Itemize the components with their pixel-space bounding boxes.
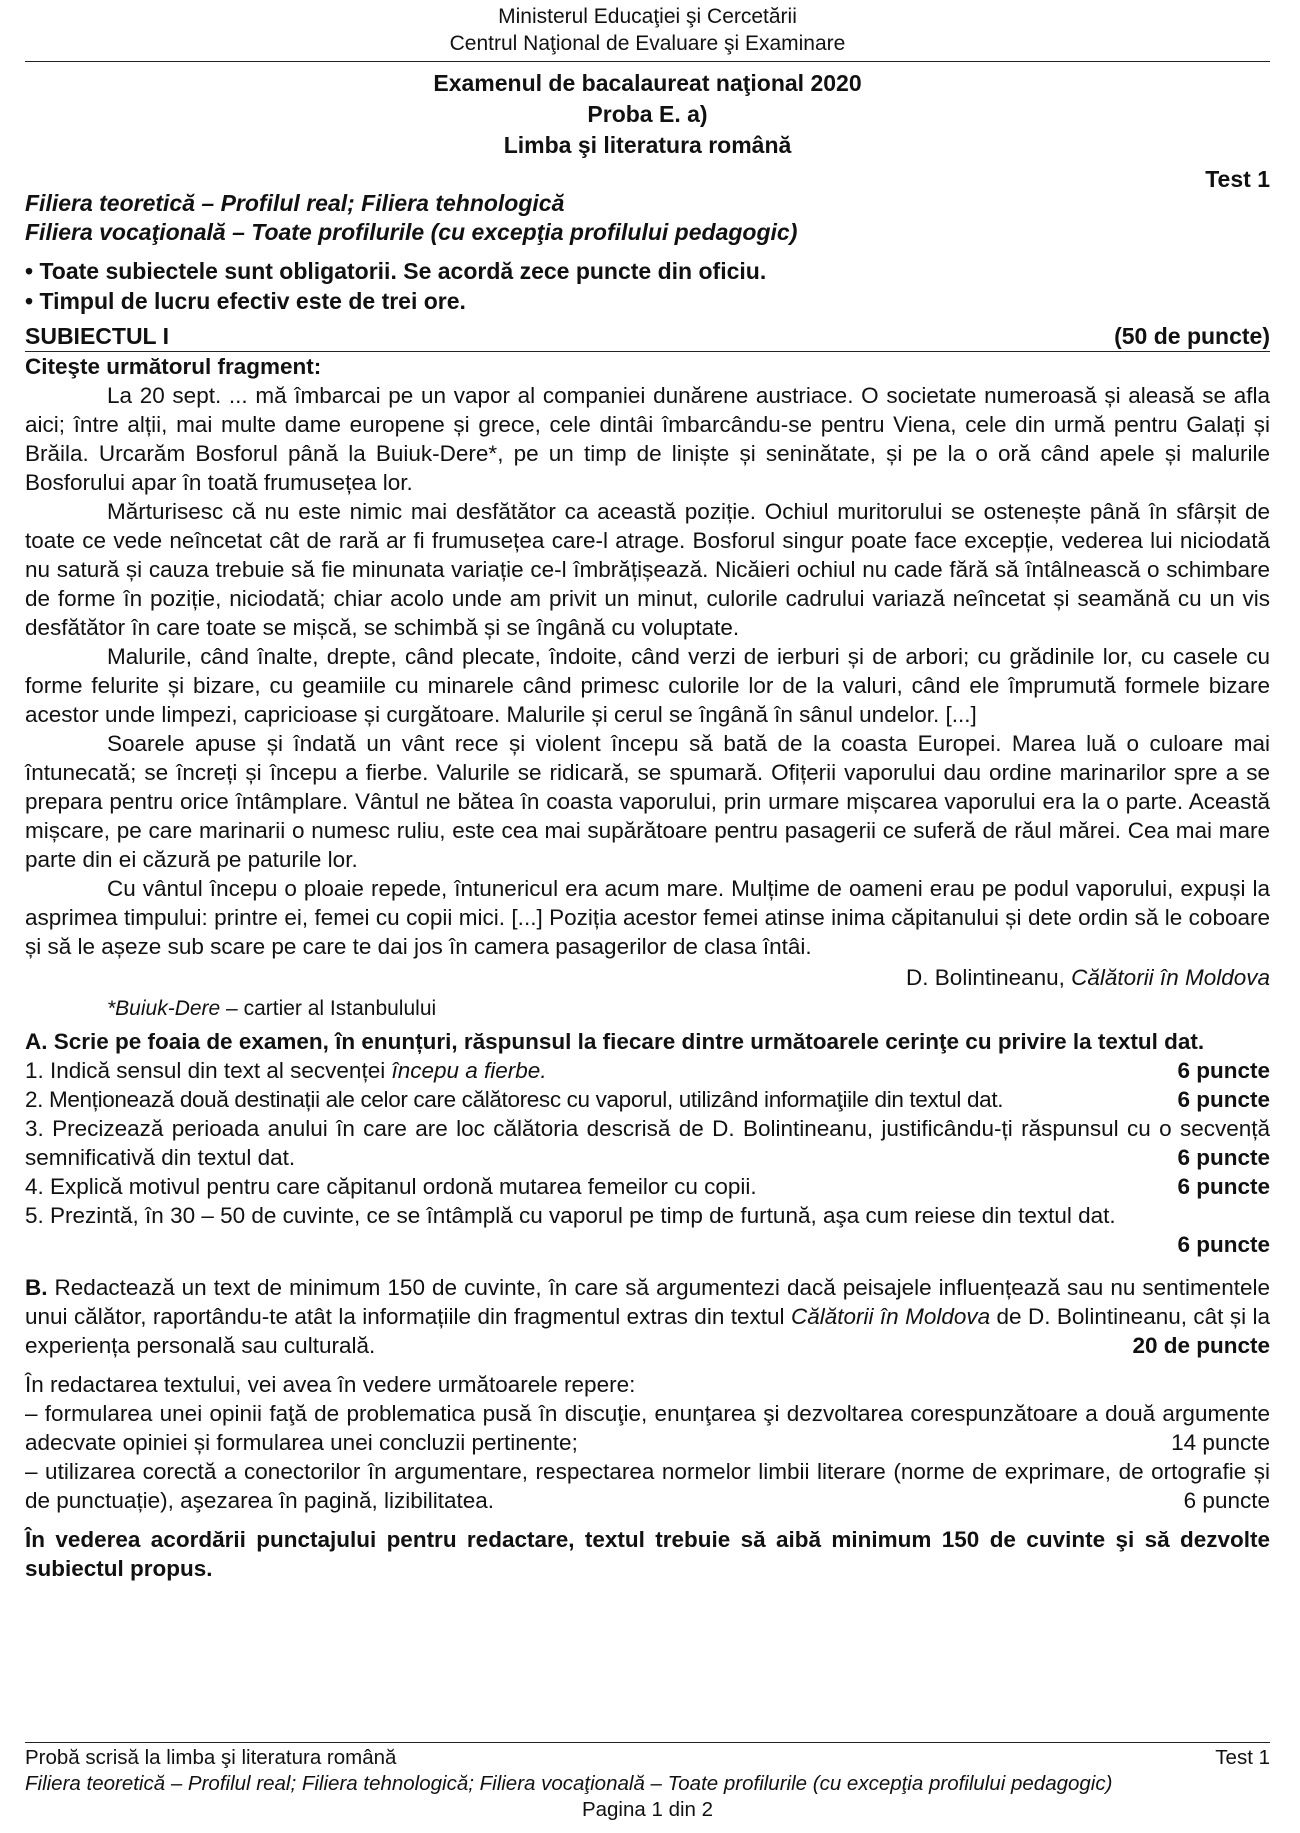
- question-1-quote: începu a fierbe.: [391, 1058, 547, 1083]
- fragment-paragraph: La 20 sept. ... mă îmbarcai pe un vapor al companiei dunărene austriace. O societate numeroasă și aleasă se afla aici; între alții, mai multe dame europene și grece, cele dintâi îmbarcându-se pentru Viena, cele din urmă pentru Galați și Brăila. Urcarăm Bosforul până la Buiuk-Dere*, pe un timp de liniște și seninătate, și pe la o oră când apele și malurile Bosforului apar în toată frumusețea lor.: [25, 383, 1270, 495]
- test-number: Test 1: [1205, 166, 1270, 192]
- footer-row-1: [25, 1745, 1270, 1771]
- subject-heading: [25, 322, 1270, 352]
- question-1-text: 1. Indică sensul din text al secvenței: [25, 1058, 392, 1083]
- footnote: [25, 994, 1270, 1023]
- instructions-list: [25, 256, 1270, 316]
- question-3-points: 6 puncte: [1177, 1145, 1270, 1170]
- footnote-term: *Buiuk-Dere: [107, 997, 221, 1020]
- section-a-instruction: A. Scrie pe foaia de examen, în enunțuri, răspunsul la fiecare dintre următoarele cerinţe cu privire la textul dat.: [25, 1029, 1205, 1054]
- subject-points: (50 de puncte): [1114, 323, 1270, 349]
- repere-1-points: 14 puncte: [1171, 1430, 1270, 1455]
- question-4: [25, 1172, 1270, 1201]
- subject-label: SUBIECTUL I: [25, 323, 169, 349]
- page-number: Pagina 1 din 2: [581, 1798, 714, 1821]
- subject-title: Limba şi literatura română: [503, 132, 792, 158]
- question-4-text: 4. Explică motivul pentru care căpitanul ordonă mutarea femeilor cu copii.: [25, 1174, 757, 1199]
- footer-test-number: Test 1: [1215, 1746, 1270, 1769]
- ministry-name: Ministerul Educaţiei şi Cercetării: [498, 5, 797, 28]
- exam-title-block: [25, 68, 1270, 194]
- fragment-paragraph: Mărturisesc că nu este nimic mai desfătător ca această poziție. Ochiul muritorului se ostenește până în sfârșit de toate ce vede neîncetat cât de rară ar fi frumusețea care-l atrage. Bosforul singur poate face excepție, vederea lui niciodată nu satură și cauza trebuie să fie minunata variație ce-l îmbrățișează. Nicăieri ochiul nu cade fără să întâlnească o schimbare de forme în poziție, niciodată; chiar acolo unde am privit un minut, culorile cadrului variază neîncetat și seamănă cu un vis desfătător în care toate se mișcă, se schimbă și se îngână cu voluptate.: [25, 499, 1270, 640]
- question-5-text: 5. Prezintă, în 30 – 50 de cuvinte, ce se întâmplă cu vaporul pe timp de furtună, aşa cum reiese din textul dat.: [25, 1203, 1116, 1228]
- text-fragment: [25, 381, 1270, 961]
- section-b-text-1: Redactează un text de minimum 150 de cuvinte, în care să argumentezi dacă peisajele influențează sau nu sentimentele unui călător, raportându-te atât la informațiile din fragmentul extras din textul: [25, 1275, 1270, 1329]
- repere-intro: În redactarea textului, vei avea în vedere următoarele repere:: [25, 1372, 636, 1397]
- section-b: [25, 1273, 1270, 1583]
- header-rule: [25, 61, 1270, 62]
- page-header: [25, 0, 1270, 57]
- fragment-paragraph: Cu vântul începu o ploaie repede, întunericul era acum mare. Mulțime de oameni erau pe podul vaporului, expuși la asprimea timpului: printre ei, femei cu copii mici. [...] Poziția acestor femei atinse inima căpitanului și dete ordin să le coboare și să le așeze sub scare pe care te dai jos în camera pasagerilor de clasa întâi.: [25, 876, 1270, 959]
- source-citation: [25, 963, 1270, 992]
- proba-title: Proba E. a): [587, 101, 708, 127]
- question-1: [25, 1056, 1270, 1085]
- question-5: [25, 1201, 1270, 1259]
- section-a-questions: [25, 1056, 1270, 1259]
- repere-2-text: – utilizarea corectă a conectorilor în argumentare, respectarea normelor limbii literare (norme de exprimare, de ortografie și de punctuație), aşezarea în pagină, lizibilitatea.: [25, 1459, 1270, 1513]
- question-3-text: 3. Precizează perioada anului în care are loc călătoria descrisă de D. Bolintineanu, justificându-ți răspunsul cu o secvență semnificativă din textul dat.: [25, 1116, 1270, 1170]
- fragment-paragraph: Soarele apuse și îndată un vânt rece și violent începu să bată de la coasta Europei. Marea luă o culoare mai întunecată; se încreți și începu a fierbe. Valurile se ridicară, se spumară. Ofițerii vaporului dau ordine marinarilor spre a se prepara pentru orice întâmplare. Vântul ne bătea în coasta vaporului, prin urmare mișcarea vaporului era la o parte. Această mișcare, pe care marinarii o numesc ruliu, este cea mai supărătoare pentru pasagerii ce suferă de răul mărei. Cea mai mare parte din ei căzură pe paturile lor.: [25, 731, 1270, 872]
- source-author: D. Bolintineanu,: [906, 965, 1072, 990]
- question-2-text: 2. Menționează două destinații ale celor care călătoresc cu vaporul, utilizând informaţiile din textul dat.: [25, 1087, 1004, 1112]
- filiera-block: [25, 189, 1270, 247]
- filiera-line-2: Filiera vocaţională – Toate profilurile (cu excepţia profilului pedagogic): [25, 219, 798, 245]
- exam-title: Examenul de bacalaureat naţional 2020: [433, 70, 862, 96]
- repere-2: [25, 1457, 1270, 1515]
- question-4-points: 6 puncte: [1177, 1174, 1270, 1199]
- footnote-definition: – cartier al Istanbulului: [220, 997, 437, 1020]
- section-b-label: B.: [25, 1275, 48, 1300]
- source-work: Călătorii în Moldova: [1071, 965, 1270, 990]
- read-instruction: Citeşte următorul fragment:: [25, 354, 322, 379]
- question-5-points: 6 puncte: [1177, 1232, 1270, 1257]
- section-b-text-2: de D. Bolintineanu, cât și la experiența personală sau culturală.: [25, 1304, 1271, 1358]
- footer-filiera: Filiera teoretică – Profilul real; Filiera tehnologică; Filiera vocaţională – Toate profilurile (cu excepţia profilului pedagogic): [25, 1772, 1113, 1795]
- repere-1: [25, 1399, 1270, 1457]
- final-note: În vederea acordării punctajului pentru redactare, textul trebuie să aibă minimum 150 de cuvinte şi să dezvolte subiectul propus.: [25, 1527, 1270, 1581]
- repere-2-points: 6 puncte: [1183, 1488, 1270, 1513]
- instruction-item: • Toate subiectele sunt obligatorii. Se acordă zece puncte din oficiu.: [25, 258, 767, 284]
- instruction-item: • Timpul de lucru efectiv este de trei ore.: [25, 288, 466, 314]
- section-b-points: 20 de puncte: [1132, 1333, 1270, 1358]
- filiera-line-1: Filiera teoretică – Profilul real; Filiera tehnologică: [25, 190, 565, 216]
- fragment-paragraph: Malurile, când înalte, drepte, când plecate, îndoite, când verzi de ierburi și de arbori; cu grădinile lor, cu casele cu forme felurite și bizare, cu geamiile cu minarele când primesc culorile lor de la valuri, când ele împrumută formele bizare acestor unde limpezi, capricioase și curgătoare. Malurile și cerul se îngână în sânul undelor. [...]: [25, 644, 1270, 727]
- page-footer: [25, 1742, 1270, 1823]
- question-3: [25, 1114, 1270, 1172]
- section-b-work: Călătorii în Moldova: [790, 1304, 991, 1329]
- question-1-points: 6 puncte: [1177, 1058, 1270, 1083]
- exam-page: [25, 0, 1270, 1833]
- center-name: Centrul Naţional de Evaluare şi Examinare: [449, 32, 846, 55]
- repere-1-text: – formularea unei opinii faţă de problematica pusă în discuţie, enunţarea şi dezvoltarea corespunzătoare a două argumente adecvate opiniei și formularea unei concluzii pertinente;: [25, 1401, 1270, 1455]
- footer-exam-name: Probă scrisă la limba şi literatura română: [25, 1746, 397, 1769]
- question-2: [25, 1085, 1270, 1114]
- question-2-points: 6 puncte: [1177, 1087, 1270, 1112]
